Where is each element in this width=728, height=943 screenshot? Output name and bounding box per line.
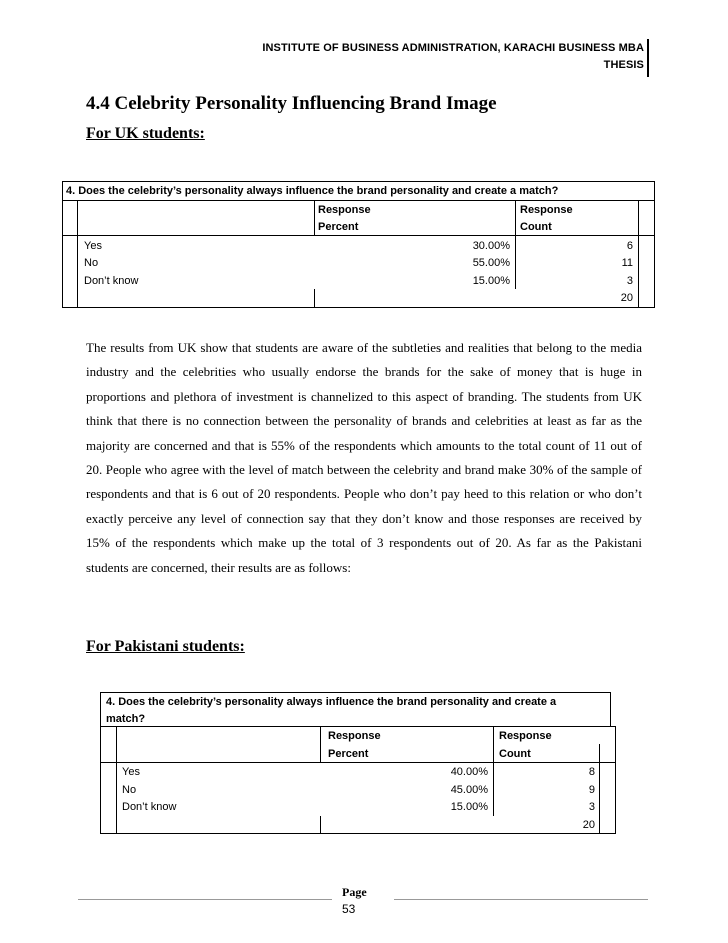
pk-question-line-2: match?: [106, 713, 146, 725]
pk-heading: For Pakistani students:: [86, 638, 245, 655]
pk-total-count: 20: [582, 819, 595, 831]
section-title: 4.4 Celebrity Personality Influencing Brand Image: [86, 93, 497, 114]
footer-rule-right: [394, 899, 648, 900]
pk-row-percent: 15.00%: [450, 801, 488, 813]
running-header: [84, 40, 644, 74]
uk-row-count: 11: [621, 257, 633, 269]
pk-col-count-header-2: Count: [499, 748, 531, 760]
uk-row-percent: 15.00%: [472, 275, 510, 287]
pk-row-label: No: [122, 784, 137, 796]
pk-col-percent-header-2: Percent: [328, 748, 369, 760]
uk-row-label: Yes: [84, 240, 102, 252]
page-number: 53: [342, 902, 356, 916]
uk-row-label: No: [84, 257, 99, 269]
uk-row-percent: 30.00%: [472, 240, 510, 252]
uk-row-count: 6: [626, 240, 633, 252]
uk-col-percent-header-2: Percent: [318, 221, 359, 233]
header-line-1: INSTITUTE OF BUSINESS ADMINISTRATION, KARACHI BUSINESS MBA: [262, 42, 644, 54]
pk-row-count: 8: [588, 766, 595, 778]
uk-total-count: 20: [620, 292, 633, 304]
uk-col-count-header-2: Count: [520, 221, 552, 233]
header-rule: [647, 39, 649, 77]
footer-rule-left: [78, 899, 332, 900]
uk-row-percent: 55.00%: [472, 257, 510, 269]
pk-col-percent-header-1: Response: [328, 730, 381, 742]
pk-col-count-header-1: Response: [499, 730, 552, 742]
pk-row-count: 3: [588, 801, 595, 813]
uk-row-count: 3: [626, 275, 633, 287]
pk-row-label: Don’t know: [122, 801, 177, 813]
header-line-2: THESIS: [603, 59, 644, 71]
uk-heading: For UK students:: [86, 125, 205, 142]
page-label: Page: [342, 885, 367, 899]
uk-row-label: Don’t know: [84, 275, 139, 287]
pk-row-count: 9: [588, 784, 595, 796]
uk-col-percent-header-1: Response: [318, 204, 371, 216]
uk-results-paragraph: The results from UK show that students are aware of the subtleties and realities that belong to the media industry and the celebrities who usually endorse the brands for the sake of money that is huge in proportions and plethora of investment is channelized to this aspect of branding. The students from UK think that there is no connection between the personality of brands and celebrities at least as far as the majority are concerned and that is 55% of the respondents which amounts to the total count of 11 out of 20. People who agree with the level of match between the celebrity and brand make 30% of the sample of respondents and that is 6 out of 20 respondents. People who don’t pay heed to this relation or who don’t exactly perceive any level of connection say that they don’t know and those responses are received by 15% of the respondents which make up the total of 3 respondents out of 20. As far as the Pakistani students are concerned, their results are as follows:: [86, 340, 642, 575]
uk-col-count-header-1: Response: [520, 204, 573, 216]
pk-row-percent: 45.00%: [450, 784, 488, 796]
pk-row-label: Yes: [122, 766, 140, 778]
pk-question-line-1: 4. Does the celebrity’s personality always influence the brand personality and create a: [106, 696, 557, 708]
uk-question: 4. Does the celebrity’s personality always influence the brand personality and create a match?: [66, 185, 559, 197]
pk-row-percent: 40.00%: [450, 766, 488, 778]
